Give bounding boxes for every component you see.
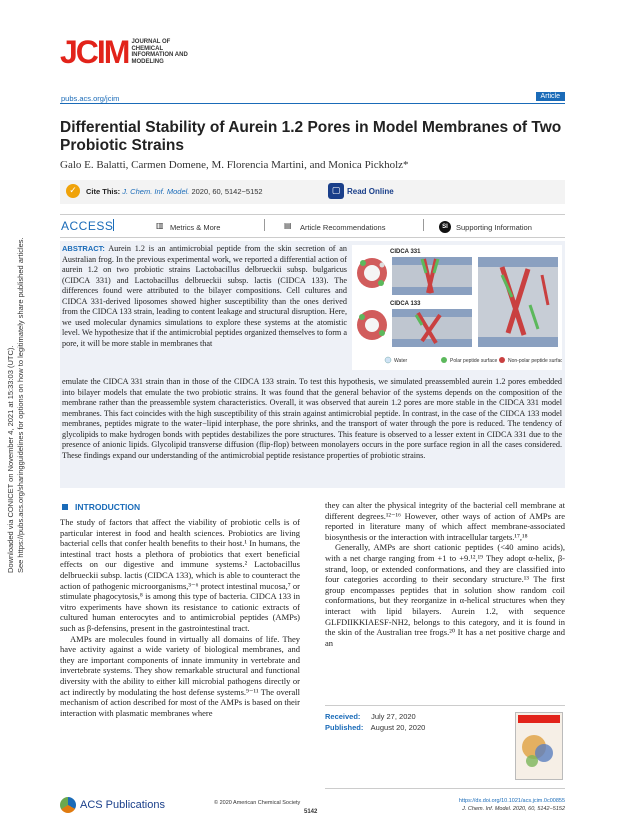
access-divider-2 <box>264 219 265 231</box>
download-notice-line2: See https://pubs.acs.org/sharingguidelines for options on how to legitimately share published articles. <box>16 237 25 573</box>
abstract-part2: emulate the CIDCA 331 strain than in those of the CIDCA 133 strain. To test this hypothesis, we simulated preassembled aurein 1.2 pores embedded into bilayer models that emulate the two probiotic strains. It was found that the general behavior of the systems depends on the composition of the membrane rather than the preassemble system characteristics. Overall, it was observed that aurein 1.2 pores are more stable in the CIDCA 331 model membranes. This fact coincides with the high susceptibility of this strain against antimicrobial peptide. In contrast, in the case of the CIDCA 133 model membranes, peptides migrate to the water−lipid interphase, the pore shrinks, and the transport of water through the pore is reduced. The tendency of glycolipids to make hydrogen bonds with peptides destabilizes the pore structures. This feature is observed to a lesser extent in CIDCA 331 due to the presence of anionic lipids. Glycolipid transverse diffusion (flip-flop) between monolayers occurs in the pore surface region in all the cases considered. These findings expand our understanding of the antimicrobial peptide resistance properties of probiotic strains. <box>62 377 562 460</box>
journal-url-link[interactable]: pubs.acs.org/jcim <box>61 94 120 103</box>
page-number: 5142 <box>304 809 318 815</box>
doi-link[interactable]: https://dx.doi.org/10.1021/acs.jcim.0c00855 <box>458 798 565 804</box>
journal-cover-thumbnail[interactable] <box>515 712 563 780</box>
cite-label: Cite This: <box>86 187 121 196</box>
recommendations-icon: ▤ <box>284 221 292 230</box>
cite-line[interactable] <box>86 187 263 196</box>
toc-label-133: CIDCA 133 <box>390 301 421 307</box>
header-divider <box>60 103 565 104</box>
publisher-logo[interactable] <box>60 797 165 813</box>
author-list: Galo E. Balatti, Carmen Domene, M. Florencia Martini, and Monica Pickholz* <box>60 159 409 171</box>
recommendations-link[interactable]: Article Recommendations <box>300 223 386 232</box>
acs-logo-icon <box>60 797 76 813</box>
article-type-badge: Article <box>536 92 565 101</box>
download-notice-sidebar <box>6 237 28 575</box>
pore-top-view-331 <box>357 258 387 288</box>
access-divider <box>113 219 114 231</box>
download-notice-line1: Downloaded via CONICET on November 4, 2021 at 15:33:03 (UTC). <box>6 345 15 573</box>
article-title: Differential Stability of Aurein 1.2 Pores in Model Membranes of Two Probiotic Strains <box>60 119 562 154</box>
received-date: July 27, 2020 <box>371 712 416 721</box>
supporting-info-icon: SI <box>439 221 451 233</box>
intro-heading: INTRODUCTION <box>75 502 141 512</box>
legend-polar-swatch <box>441 357 447 363</box>
pore-top-view-133 <box>357 310 387 340</box>
journal-logo-mark: JCIM <box>60 34 129 70</box>
intro-right-p1: they can alter the physical integrity of the bacterial cell membrane at different degrees.¹²⁻¹⁶ However, other ways of action of AMPs are reported in literature many of which affect membrane-associated biosynthesis or the interaction with intracellular targets.¹⁷,¹⁸ <box>325 500 565 542</box>
access-label: ACCESS <box>61 219 114 233</box>
legend-water-swatch <box>385 357 391 363</box>
metrics-icon: ▥ <box>156 221 164 230</box>
access-divider-3 <box>423 219 424 231</box>
metrics-link[interactable]: Metrics & More <box>170 223 221 232</box>
right-column <box>325 500 565 648</box>
membrane-side-view-133 <box>392 309 472 347</box>
copyright: © 2020 American Chemical Society <box>214 800 301 806</box>
cite-journal: J. Chem. Inf. Model. <box>122 187 190 196</box>
intro-right-p2: Generally, AMPs are short cationic peptides (<40 amino acids), with a net charge ranging from +1 to +9.¹²,¹⁹ They adopt α-helix, β-strand, loop, or extended conformations, and they are classified into four categories according to their secondary structure.¹³ The first group encompasses peptides that in solution show random coil conformations, but they reorganize in α-helical structures when they interact with lipid bilayers. Aurein 1.2, with sequence GLFDIIKKIAESF-NH2, belongs to this category, and it is found in the skin of the Australian tree frogs.²⁰ It has a net positive charge and an <box>325 542 565 648</box>
intro-left-p2: AMPs are molecules found in virtually all domains of life. They have activity against a wide variety of biological membranes, and they are important components of innate immunity in vertebrate and invertebrate systems. They show remarkable structural and functional diversity with the ability to either kill microbial pathogens directly or act indirectly by modulating the host defense systems.⁹⁻¹¹ The overall mechanism of action described for most of the AMPs is based on their interaction with plasmatic membranes where <box>60 633 300 718</box>
publisher-name: ACS Publications <box>80 799 165 811</box>
published-date: August 20, 2020 <box>370 723 426 732</box>
supporting-info-link[interactable]: Supporting Information <box>456 223 532 232</box>
published-label: Published: <box>325 723 364 732</box>
read-online-icon[interactable]: ▢ <box>328 183 344 199</box>
received-label: Received: <box>325 712 361 721</box>
intro-heading-icon <box>62 504 68 510</box>
journal-logo[interactable] <box>60 36 201 68</box>
left-column <box>60 517 300 718</box>
cite-icon: ✓ <box>66 184 80 198</box>
membrane-side-view-331 <box>392 257 472 295</box>
journal-logo-text: JOURNAL OF CHEMICAL INFORMATION AND MODELING <box>131 39 188 65</box>
abstract-label: ABSTRACT: <box>62 244 105 253</box>
legend-nonpolar: Non-polar peptide surface <box>508 358 562 364</box>
cite-ref: 2020, 60, 5142−5152 <box>191 187 263 196</box>
legend-water: Water <box>394 358 408 364</box>
legend-nonpolar-swatch <box>499 357 505 363</box>
toc-graphic-svg <box>352 245 562 370</box>
toc-label-331: CIDCA 331 <box>390 249 421 255</box>
intro-left-p1: The study of factors that affect the viability of probiotic cells is of particular interest in food and health sciences. Probiotics are living bacterial cells that confer health benefits to their host.¹ In humans, the intestinal tract hosts a plethora of probiotics that exert beneficial effects on our digestive and immune systems.² Lactobacillus delbrueckii subsp. lactis (CIDCA 133), which is able to counteract the action of pathogenic microorganisms,³⁻⁶ protect intestinal mucosa,⁷ or stimulate phagocytosis,⁸ is among this type of bacteria. CIDCA 133 in vitro experiments have shown its resistance to cationic extracts of cultured human enterocytes and to antimicrobial peptides (AMPs) such as β-defensins, present in the gastrointestinal tract. <box>60 517 300 633</box>
read-online-button[interactable]: Read Online <box>347 187 394 196</box>
footer-citation: J. Chem. Inf. Model. 2020, 60, 5142−5152 <box>462 806 565 812</box>
abstract-text-top <box>62 244 347 349</box>
legend-polar: Polar peptide surface <box>450 358 498 364</box>
abstract-part1: Aurein 1.2 is an antimicrobial peptide from the skin secretion of an Australian frog. In the previous experimental work, we reported a differential action of aurein 1.2 on two probiotic strains Lactobacillus delbrueckii subsp. bulgaricus (CIDCA 331) and Lactobacillus delbrueckii subsp. lactis (CIDCA 133). The differences found were attributed to the bilayer compositions. Cell cultures and CIDCA 331-derived liposomes showed higher susceptibility than the ones derived from the CIDCA 133 strain, leading to content leakage and structural disruption. Here, we used molecular dynamics simulations to explore these systems at the atomistic level. We hypothesize that if the antimicrobial peptides organized themselves to form a pore, it will be more stable in membranes that <box>62 244 347 348</box>
toc-graphic <box>352 245 562 370</box>
membrane-side-view-right <box>478 257 558 347</box>
